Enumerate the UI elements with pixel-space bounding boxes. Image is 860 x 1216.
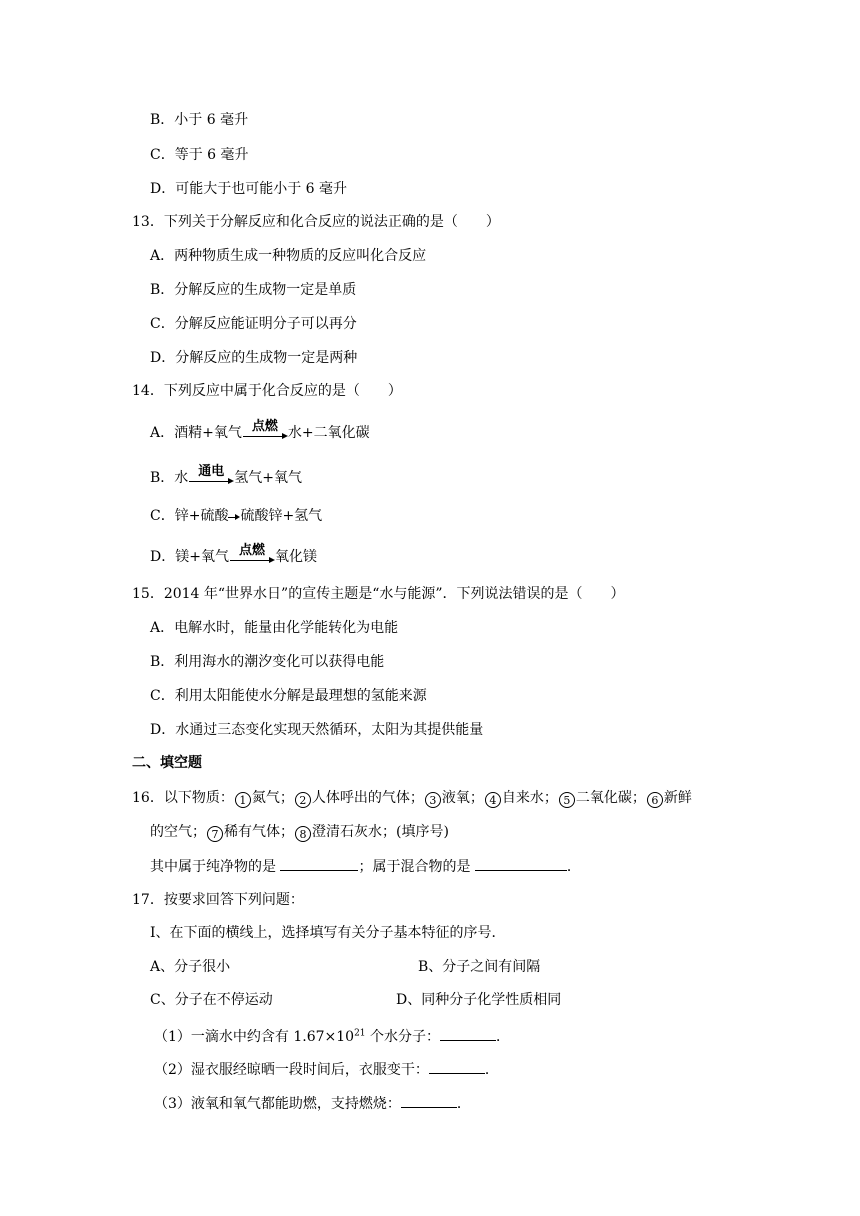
q13-option-b: B．分解反应的生成物一定是单质 [150, 282, 357, 298]
q14-d-products: 氧化镁 [274, 549, 317, 565]
circled-number-icon: 3 [425, 792, 441, 808]
q17-part-1: Ⅰ、在下面的横线上，选择填写有关分子基本特征的序号． [150, 925, 506, 941]
q14-option-b [150, 464, 303, 488]
circled-number-icon: 6 [647, 792, 663, 808]
q14-d-reactants: D．镁+氧气 [150, 549, 229, 565]
q17-sub-2 [154, 1059, 499, 1080]
q14-a-reactants: A．酒精+氧气 [150, 425, 242, 441]
circled-number-icon: 2 [295, 792, 311, 808]
circled-number-icon: 7 [207, 826, 223, 842]
q16-line-3 [150, 856, 581, 877]
q17-sub-1-end: ． [495, 1029, 510, 1045]
q16-item-7: 稀有气体； [224, 824, 294, 840]
q15-option-b: B．利用海水的潮汐变化可以获得电能 [150, 654, 385, 670]
q16-pure-blank[interactable] [280, 856, 358, 871]
q17-sub-3-end: ． [456, 1096, 471, 1112]
q12-option-d: D．可能大于也可能小于 6 毫升 [150, 181, 348, 197]
q14-b-products: 氢气+氧气 [234, 470, 303, 486]
q13-option-a: A．两种物质生成一种物质的反应叫化合反应 [150, 248, 427, 264]
q15-stem: 15．2014 年“世界水日”的宣传主题是“水与能源”．下列说法错误的是（ ） [132, 586, 625, 602]
reaction-arrow-icon [242, 419, 288, 443]
q17-sub-2-end: ． [484, 1062, 499, 1078]
q17-option-b: B、分子之间有间隔 [418, 959, 541, 975]
q14-b-reactants: B．水 [150, 470, 189, 486]
q16-pure-label: 其中属于纯净物的是 [150, 859, 281, 875]
q15-option-d: D．水通过三态变化实现天然循环，太阳为其提供能量 [150, 722, 484, 738]
q17-sub-1-blank[interactable] [440, 1026, 496, 1041]
q12-option-c: C．等于 6 毫升 [150, 147, 249, 163]
q13-stem: 13．下列关于分解反应和化合反应的说法正确的是（ ） [132, 214, 500, 230]
q16-item-5: 二氧化碳； [575, 790, 646, 806]
q14-b-condition: 通电 [198, 464, 225, 479]
q16-number: 16．以下物质： [132, 790, 234, 806]
q12-option-b: B．小于 6 毫升 [150, 112, 249, 128]
q17-option-a: A、分子很小 [150, 959, 231, 975]
q14-a-condition: 点燃 [251, 419, 278, 434]
q16-line-3-end: ． [566, 859, 581, 875]
q14-option-c [150, 506, 322, 526]
q14-c-products: 硫酸锌+氢气 [240, 508, 323, 524]
q15-option-a: A．电解水时，能量由化学能转化为电能 [150, 620, 399, 636]
q17-sub-3 [154, 1093, 471, 1114]
q14-option-d [150, 543, 317, 567]
q14-stem: 14．下列反应中属于化合反应的是（ ） [132, 383, 402, 399]
q16-item-2: 人体呼出的气体； [311, 790, 424, 806]
q13-option-d: D．分解反应的生成物一定是两种 [150, 350, 358, 366]
q17-sub-3-text: （3）液氧和氧气都能助燃，支持燃烧： [154, 1096, 401, 1112]
reaction-arrow-icon [229, 543, 275, 567]
q17-sub-1-text-2: 个水分子： [365, 1029, 440, 1045]
q14-a-products: 水+二氧化碳 [287, 425, 370, 441]
q17-sub-3-blank[interactable] [401, 1093, 457, 1108]
q17-option-d: D、同种分子化学性质相同 [396, 992, 562, 1008]
q14-c-reactants: C．锌+硫酸 [150, 508, 229, 524]
q17-stem: 17．按要求回答下列问题： [132, 892, 304, 908]
reaction-arrow-icon [188, 464, 234, 488]
circled-number-icon: 4 [485, 792, 501, 808]
q17-sub-2-blank[interactable] [429, 1059, 485, 1074]
q16-item-8: 澄清石灰水；(填序号) [312, 824, 449, 840]
q16-mixture-label: ；属于混合物的是 [358, 859, 475, 875]
q17-option-c: C、分子在不停运动 [150, 992, 273, 1008]
q16-item-4: 自来水； [501, 790, 558, 806]
circled-number-icon: 5 [559, 792, 575, 808]
q16-item-1: 氮气； [251, 790, 294, 806]
circled-number-icon: 1 [235, 792, 251, 808]
q17-sub-1-exponent: 21 [354, 1028, 366, 1039]
q13-option-c: C．分解反应能证明分子可以再分 [150, 316, 357, 332]
q17-sub-2-text: （2）湿衣服经晾晒一段时间后，衣服变干： [154, 1062, 429, 1078]
circled-number-icon: 8 [295, 826, 311, 842]
q16-item-6: 新鲜 [663, 790, 692, 806]
q15-option-c: C．利用太阳能使水分解是最理想的氢能来源 [150, 688, 427, 704]
q16-item-3: 液氧； [441, 790, 484, 806]
q14-option-a [150, 419, 370, 443]
section-heading: 二、填空题 [132, 755, 202, 771]
q16-item-6-cont: 的空气； [150, 824, 206, 840]
q17-sub-1 [154, 1026, 510, 1047]
q17-sub-1-text: （1）一滴水中约含有 1.67×10 [154, 1029, 355, 1045]
q16-line-2 [150, 822, 449, 842]
q14-d-condition: 点燃 [238, 543, 265, 558]
q16-line-1 [132, 788, 692, 808]
q16-mixture-blank[interactable] [475, 856, 567, 871]
reaction-arrow-icon [228, 506, 240, 526]
